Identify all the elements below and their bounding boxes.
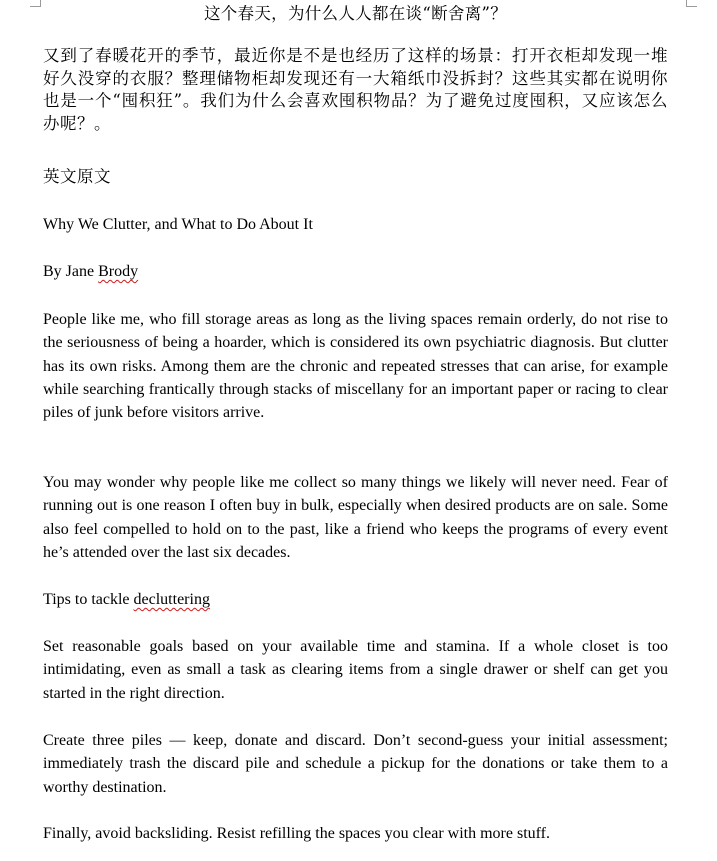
tips-heading-prefix: Tips to tackle bbox=[43, 591, 134, 608]
body-paragraph-2: You may wonder why people like me collect so many things we likely will never need. Fear of running out is one reason I often buy in bulk, especially when desired products are on sale. Some also feel compelled to hold on to the past, like a friend who keeps the programs of every event he’s attended over the last six decades. bbox=[43, 474, 668, 561]
body-paragraph-5: Finally, avoid backsliding. Resist refilling the spaces you clear with more stuff. bbox=[43, 825, 551, 842]
byline bbox=[43, 260, 668, 283]
byline-author-name: Brody bbox=[98, 263, 139, 280]
page-margin-mark-right bbox=[686, 0, 697, 7]
body-paragraph-1: People like me, who fill storage areas as long as the living spaces remain orderly, do not rise to the seriousness of being a hoarder, which is considered its own psychiatric diagnosis. But clutter has its own risks. Among them are the chronic and repeated stresses that can arise, for example while searching frantically through stacks of miscellany for an important paper or racing to clear piles of junk before visitors arrive. bbox=[43, 311, 668, 422]
page-margin-mark-left bbox=[30, 0, 41, 7]
tips-heading bbox=[43, 588, 668, 611]
body-paragraph-4: Create three piles — keep, donate and discard. Don’t second-guess your initial assessment; immediately trash the discard pile and schedule a pickup for the donations or take them to a worthy destination. bbox=[43, 732, 668, 796]
intro-paragraph: 又到了春暖花开的季节，最近你是不是也经历了这样的场景：打开衣柜却发现一堆好久没穿的衣服？整理储物柜却发现还有一大箱纸巾没拆封？这些其实都在说明你也是一个“囤积狂”。我们为什么会喜欢囤积物品？为了避免过度囤积，又应该怎么办呢？。 bbox=[43, 46, 668, 133]
document-title: 这个春天，为什么人人都在谈“断舍离”？ bbox=[203, 4, 508, 23]
body-paragraph-3: Set reasonable goals based on your available time and stamina. If a whole closet is too intimidating, even as small a task as clearing items from a single drawer or shelf can get you started in the right direction. bbox=[43, 638, 668, 702]
section-label: 英文原文 bbox=[43, 167, 111, 186]
byline-prefix: By Jane bbox=[43, 263, 99, 280]
article-title: Why We Clutter, and What to Do About It bbox=[43, 216, 313, 233]
tips-heading-word: decluttering bbox=[133, 591, 210, 608]
